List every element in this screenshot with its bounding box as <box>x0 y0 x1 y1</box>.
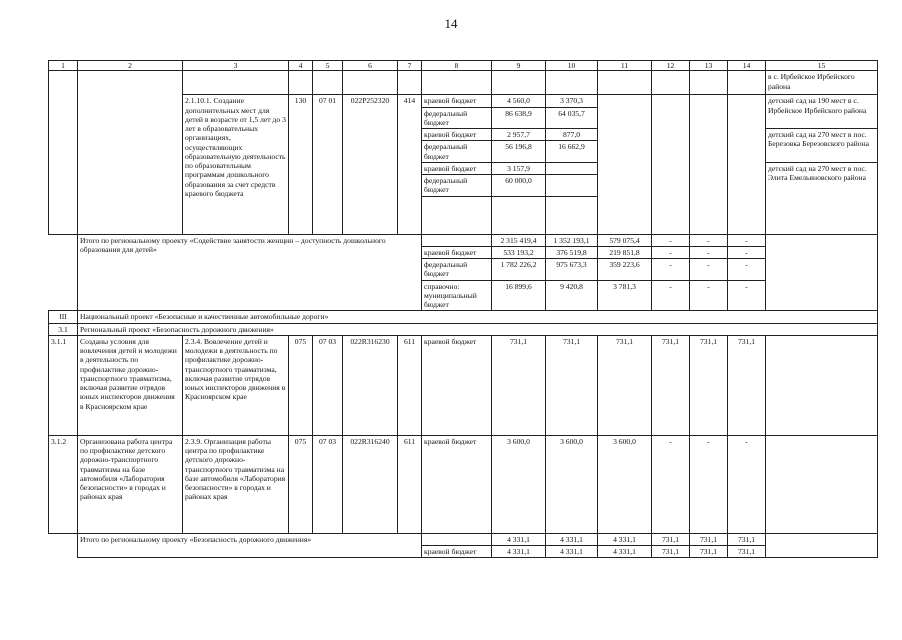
value-cell: 219 851,8 <box>598 246 652 258</box>
item-name: Созданы условия для вовлечения детей и молодежи в деятельность по профилактике дорожно-транспортного травматизма, включая развитие отрядов юных инспекторов движения в Красноярском крае <box>78 335 183 435</box>
grbs-cell: 075 <box>289 335 313 435</box>
value-cell: 731,1 <box>652 546 690 558</box>
page-number: 14 <box>444 16 458 31</box>
header-cell: 4 <box>289 61 313 71</box>
value-cell: 3 370,3 <box>546 95 598 107</box>
total-row <box>49 533 878 545</box>
value-cell: 16 662,9 <box>546 141 598 163</box>
source-cell: краевой бюджет <box>422 95 492 107</box>
source-cell: федеральный бюджет <box>422 259 492 281</box>
total-row <box>49 234 878 246</box>
value-cell: - <box>652 259 690 281</box>
header-cell: 1 <box>49 61 78 71</box>
total-label: Итого по региональному проекту «Безопасность дорожного движения» <box>78 533 422 558</box>
note-cell: детский сад на 270 мест в пос. Березовка Березовского района <box>766 129 878 163</box>
value-cell: 16 899,6 <box>492 280 546 311</box>
header-cell: 13 <box>690 61 728 71</box>
header-cell: 14 <box>728 61 766 71</box>
source-cell <box>422 533 492 545</box>
rzpr-cell: 07 01 <box>313 95 343 234</box>
value-cell: - <box>652 234 690 246</box>
note-cell: детский сад на 190 мест в с. Ирбейское Ирбейского района <box>766 95 878 129</box>
value-cell: - <box>728 435 766 533</box>
item-number: 3.1.1 <box>49 335 78 435</box>
value-cell: 731,1 <box>598 335 652 435</box>
budget-table <box>48 60 878 558</box>
header-cell: 11 <box>598 61 652 71</box>
vr-cell: 611 <box>398 335 422 435</box>
value-cell: 579 075,4 <box>598 234 652 246</box>
value-cell: 2 315 419,4 <box>492 234 546 246</box>
section-title: Региональный проект «Безопасность дорожного движения» <box>78 323 878 335</box>
header-row <box>49 61 878 71</box>
value-cell: - <box>690 259 728 281</box>
header-cell: 3 <box>183 61 289 71</box>
table-row <box>49 71 878 95</box>
value-cell: 731,1 <box>652 533 690 545</box>
value-cell: 731,1 <box>492 335 546 435</box>
value-cell: 3 157,9 <box>492 162 546 174</box>
value-cell: 3 600,0 <box>492 435 546 533</box>
table-row <box>49 335 878 435</box>
header-cell: 9 <box>492 61 546 71</box>
sub-activity-name: 2.3.4. Вовлечение детей и молодежи в деятельность по профилактике дорожно-транспортного травматизма, включая развитие отрядов юных инспекторов движения в Красноярском крае <box>183 335 289 435</box>
source-cell: федеральный бюджет <box>422 175 492 197</box>
value-cell: - <box>652 280 690 311</box>
value-cell: 731,1 <box>652 335 690 435</box>
source-cell: краевой бюджет <box>422 435 492 533</box>
section-row <box>49 311 878 323</box>
grbs-cell: 075 <box>289 435 313 533</box>
value-cell: 877,0 <box>546 129 598 141</box>
header-cell: 7 <box>398 61 422 71</box>
header-cell: 5 <box>313 61 343 71</box>
value-cell: 1 352 193,1 <box>546 234 598 246</box>
value-cell <box>546 162 598 174</box>
value-cell: 86 638,9 <box>492 107 546 129</box>
value-cell: - <box>652 246 690 258</box>
sub-activity-name: 2.3.9. Организация работы центра по профилактике детского дорожно-транспортного травматизма на базе автомобиля «Лаборатория безопасности» в городах и районах края <box>183 435 289 533</box>
value-cell: 9 420,8 <box>546 280 598 311</box>
grbs-cell: 130 <box>289 95 313 234</box>
header-cell: 6 <box>343 61 398 71</box>
source-cell: краевой бюджет <box>422 546 492 558</box>
value-cell: 4 331,1 <box>598 546 652 558</box>
value-cell: 4 331,1 <box>546 533 598 545</box>
item-name: Организована работа центра по профилактике детского дорожно-транспортного травматизма на базе автомобиля «Лаборатория безопасности» в городах и районах края <box>78 435 183 533</box>
value-cell: 533 193,2 <box>492 246 546 258</box>
value-cell: 56 196,8 <box>492 141 546 163</box>
value-cell: - <box>728 246 766 258</box>
source-cell: краевой бюджет <box>422 335 492 435</box>
value-cell: 2 957,7 <box>492 129 546 141</box>
total-label: Итого по региональному проекту «Содействие занятости женщин – доступность дошкольного образования для детей» <box>78 234 422 311</box>
value-cell: 731,1 <box>690 546 728 558</box>
header-cell: 15 <box>766 61 878 71</box>
value-cell: 1 782 226,2 <box>492 259 546 281</box>
value-cell: 3 600,0 <box>598 435 652 533</box>
source-cell: краевой бюджет <box>422 162 492 174</box>
value-cell: 3 781,3 <box>598 280 652 311</box>
csr-cell: 022R316240 <box>343 435 398 533</box>
source-cell: федеральный бюджет <box>422 141 492 163</box>
value-cell: 3 600,0 <box>546 435 598 533</box>
source-cell: краевой бюджет <box>422 129 492 141</box>
sub-activity-name: 2.1.10.1. Создание дополнительных мест для детей в возрасте от 1,5 лет до 3 лет в образовательных организациях, осуществляющих образовательную деятельность по образовательным программам дошкольного образования за счет средств краевого бюджета <box>183 95 289 234</box>
value-cell <box>546 175 598 197</box>
value-cell: - <box>728 280 766 311</box>
value-cell: 359 223,6 <box>598 259 652 281</box>
value-cell: 4 331,1 <box>492 546 546 558</box>
value-cell: - <box>690 435 728 533</box>
header-cell: 10 <box>546 61 598 71</box>
value-cell: 376 519,8 <box>546 246 598 258</box>
rzpr-cell: 07 03 <box>313 335 343 435</box>
value-cell: 60 000,0 <box>492 175 546 197</box>
item-number: 3.1.2 <box>49 435 78 533</box>
section-number: 3.1 <box>49 323 78 335</box>
value-cell: 4 331,1 <box>492 533 546 545</box>
value-cell: - <box>728 234 766 246</box>
section-number: III <box>49 311 78 323</box>
header-cell: 12 <box>652 61 690 71</box>
value-cell: 4 331,1 <box>598 533 652 545</box>
value-cell: - <box>652 435 690 533</box>
section-row <box>49 323 878 335</box>
value-cell: - <box>690 280 728 311</box>
value-cell: 731,1 <box>690 335 728 435</box>
section-title: Национальный проект «Безопасные и качественные автомобильные дороги» <box>78 311 878 323</box>
value-cell: 64 035,7 <box>546 107 598 129</box>
source-cell: федеральный бюджет <box>422 107 492 129</box>
source-cell: справочно: муниципальный бюджет <box>422 280 492 311</box>
value-cell: 975 673,3 <box>546 259 598 281</box>
value-cell: 731,1 <box>728 335 766 435</box>
value-cell: 731,1 <box>728 533 766 545</box>
table-row <box>49 435 878 533</box>
value-cell: 731,1 <box>690 533 728 545</box>
csr-cell: 022R316230 <box>343 335 398 435</box>
value-cell: - <box>690 234 728 246</box>
value-cell: - <box>690 246 728 258</box>
vr-cell: 414 <box>398 95 422 234</box>
value-cell: 4 331,1 <box>546 546 598 558</box>
value-cell: 731,1 <box>546 335 598 435</box>
csr-cell: 022P252320 <box>343 95 398 234</box>
value-cell: 4 560,0 <box>492 95 546 107</box>
note-cell: в с. Ирбейское Ирбейского района <box>766 71 878 95</box>
value-cell: 731,1 <box>728 546 766 558</box>
header-cell: 2 <box>78 61 183 71</box>
value-cell: - <box>728 259 766 281</box>
vr-cell: 611 <box>398 435 422 533</box>
source-cell: краевой бюджет <box>422 246 492 258</box>
source-cell <box>422 234 492 246</box>
header-cell: 8 <box>422 61 492 71</box>
rzpr-cell: 07 03 <box>313 435 343 533</box>
note-cell: детский сад на 270 мест в пос. Элита Емельяновского района <box>766 162 878 234</box>
